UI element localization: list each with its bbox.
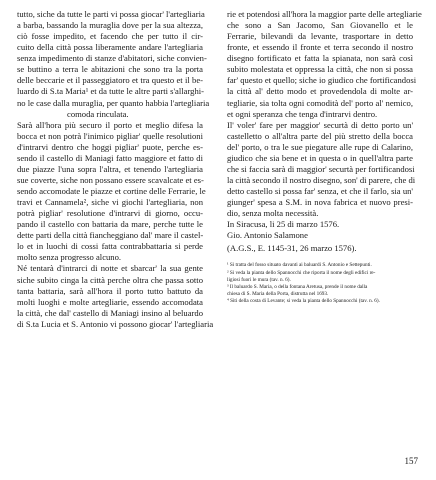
text-line: luardo di S.ta Maria¹ et da tutte le altre parti s'allarghi-	[17, 86, 204, 97]
text-line: che si faccia sarà di maggior' securtà per fortificandosi	[227, 163, 415, 174]
left-paragraph-2	[17, 119, 206, 264]
text-line: disegno fortificato et fatta la spianata, non sarà così	[227, 53, 413, 64]
text-line: la città secondo il nostro disegno, son' di parere, che di	[227, 174, 416, 185]
text-line: ciò fosse impedito, et facendo che per tutto il cir-	[17, 31, 203, 42]
text-line: del' porto, o tra le sue piegature alle rupe di Calarino,	[227, 141, 413, 152]
text-line: Il' voler' fare per maggior' securtà di detto porto un'	[227, 119, 413, 130]
text-line: molto senza progresso alcuno.	[17, 252, 122, 263]
signature-name: Gio. Antonio Salamone	[227, 230, 308, 241]
text-line: rie et potendosi all'hora la maggior parte delle artegliarie	[227, 9, 422, 19]
text-line: a barba, bassando la muraglia dove per la sua altezza,	[17, 20, 203, 31]
text-line: Sarà all'hora più securo il porto et meglio difesa la	[17, 119, 203, 130]
text-line: tanta battaria, sarà all'hora il porto tutto battuto da	[17, 285, 203, 296]
text-line: lo et in luochi di cossi fatta contrabbattaria si perde	[17, 241, 203, 252]
text-line: senza impedimento di stanze d'abitatori, siche convien-	[17, 53, 207, 64]
text-line: cuito della città possa liberamente andare l'artegliaria	[17, 42, 203, 53]
text-line: sendo il castello di Maniagi fatto maggiore et fatto di	[17, 152, 203, 163]
text-line: che sono a San Jacomo, San Giovanello et le	[227, 20, 413, 31]
text-line: delle beccarie et il passeggiatoro et tra questo et il be-	[17, 75, 203, 86]
footnote-4	[227, 298, 413, 305]
right-paragraph-2	[227, 119, 416, 220]
text-line: et ogni speranza che tenga d'intrarvi dentro.	[227, 108, 378, 119]
text-line: sue coverte, siche non possano essere scavalcate et es-	[17, 174, 204, 185]
text-line: due piazze l'una sopra l'altra, et tenendo l'artegliaria	[17, 163, 203, 174]
footnote-1	[227, 262, 413, 269]
text-line: tegliarie, sia tolta ogni comodità del' porto al' nemico,	[227, 97, 413, 108]
text-line: bocca et non potrà l'inimico pigliar' quelle resolutioni	[17, 130, 203, 141]
text-line: sendo accomodate le piazze et cortine delle Ferrarie, le	[17, 186, 206, 196]
text-line: Né tentarà d'intrarci di notte et sbarcar' la sua gente	[17, 263, 203, 274]
left-paragraph-3	[17, 263, 214, 329]
text-line: detto castello si possa far' senza, et che il farlo, sia un'	[227, 186, 413, 196]
right-paragraph-1	[227, 9, 422, 120]
text-line: molti luoghi e molte artegliarie, essendo accomodata	[17, 296, 203, 307]
text-line: Ferrarie, bilevandi da levante, trasportare in detto	[227, 31, 413, 42]
footnote-3	[227, 284, 413, 298]
text-line: giunger' spesa a S.M. in nova fabrica et nuovo presi-	[227, 197, 413, 208]
text-line: comoda rinculata.	[67, 108, 129, 119]
text-line: subito molestata et oppressa la città, che non si possa	[227, 64, 413, 75]
text-line: pando il castello con battaria da mare, perche tutte le	[17, 219, 203, 230]
footnote-line: ² Si veda la pianta dello Spannocchi che riporta il nome degli edifici re-	[227, 269, 376, 276]
left-column	[17, 9, 214, 330]
text-line: siche subito cinga la città perche oltra che passa sotto	[17, 274, 203, 285]
text-line: castelletto o all'altra parte del più stretto della bocca	[227, 130, 413, 141]
footnotes	[227, 262, 413, 305]
text-line: d'intrarvi dentro che hoggi pigliar' puote, perche es-	[17, 141, 203, 152]
page-number: 157	[404, 456, 418, 466]
footnote-line: ⁴ Siti della costa di Levante; si veda la pianta dello Spannocchi (tav. n. 6).	[227, 298, 380, 305]
text-line: potrà pigliar' resolutione d'intrarvi di giorno, occu-	[17, 208, 203, 219]
text-line: far' questo et quello; siche io giudico che fortificandosi	[227, 75, 417, 86]
text-line: se buttino a terra le abitazioni che sono tra la porta	[17, 64, 203, 75]
citation-text: (A.G.S., E. 1145-31, 26 marzo 1576).	[227, 243, 357, 254]
right-column	[227, 9, 422, 306]
text-line: la città, che dal' castello di Maniagi insino al beluardo	[17, 307, 203, 318]
footnote-line: chiesa di S. Maria della Porta, distrutta nel 1693.	[227, 291, 329, 298]
text-line: di S.ta Lucia et S. Antonio vi possono giocar' l'artegliaria	[17, 318, 214, 329]
footnote-2	[227, 270, 413, 284]
footnote-line: ligiosi fuori le mura (tav. n. 6).	[227, 276, 291, 283]
text-line: dio, senza molta necessità.	[227, 208, 319, 219]
text-line: la città al' detto modo et provedendola di molte ar-	[227, 86, 413, 97]
signoff	[227, 219, 413, 241]
footnote-line: ³ Il baluardo S. Maria, o della fontana Aretusa, prende il nome dalla	[227, 283, 368, 290]
archive-citation	[227, 243, 413, 254]
text-line: tutto, siche da tutte le parti vi possa giocar' l'artegliaria	[17, 9, 205, 19]
place-date: In Siracusa, li 25 di marzo 1576.	[227, 219, 340, 230]
text-line: travi et Cannamela², siche vi giochi l'artegliaria, non	[17, 197, 203, 208]
text-line: dette parti della città fiancheggiano dal' mare il castel-	[17, 230, 204, 241]
text-line: no le case dalla muraglia, per quanto habbia l'artegliaria	[17, 97, 210, 108]
footnote-line: ¹ Si tratta del fosso situato davanti ai baluardi S. Antonio e Settepunti.	[227, 262, 372, 269]
left-paragraph-1	[17, 9, 210, 120]
text-line: fronte, et essendo il fronte et terra secondo il nostro	[227, 42, 413, 53]
text-line: giudico che sia bene et in questa o in quell'altra parte	[227, 152, 413, 163]
